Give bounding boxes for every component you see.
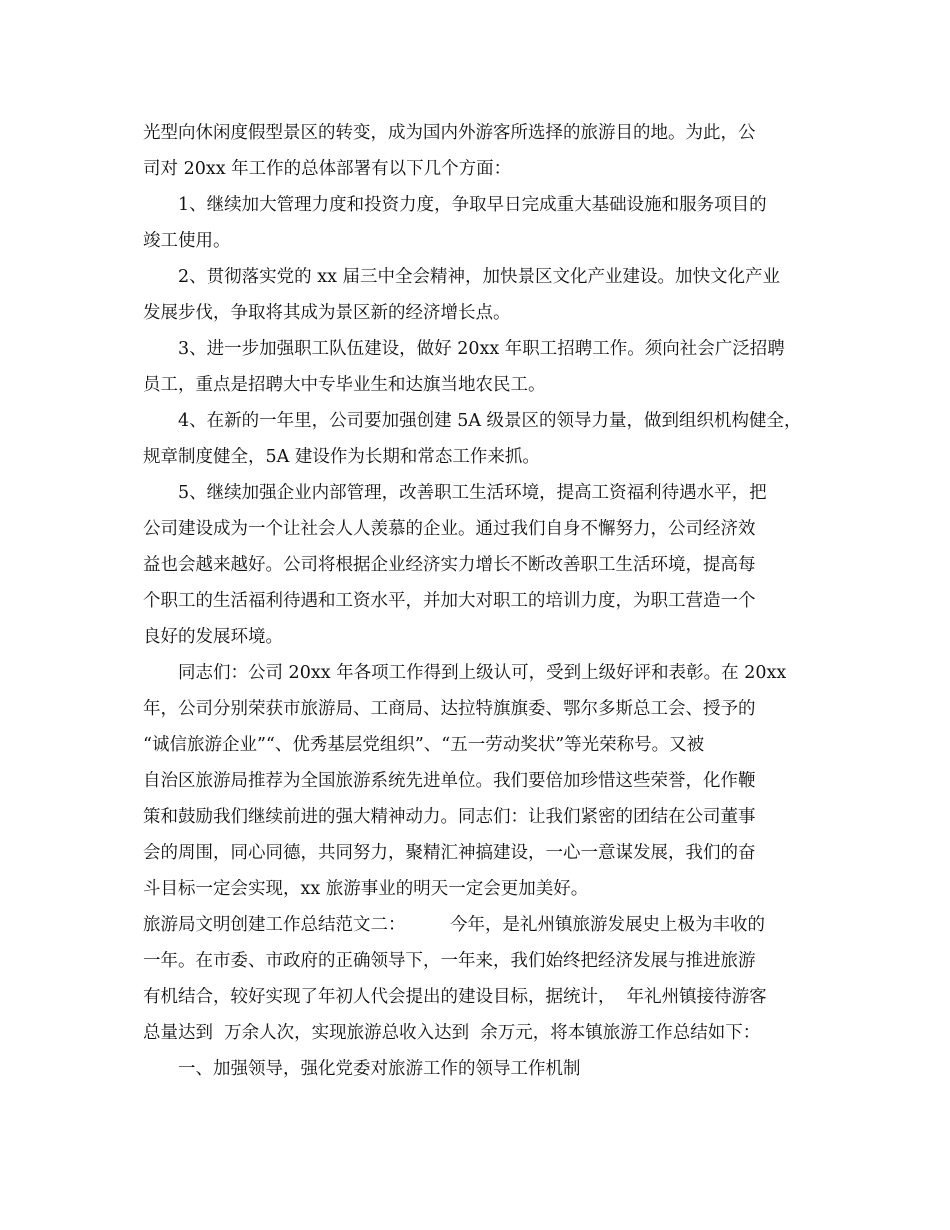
- text-line: 司对 20xx 年工作的总体部署有以下几个方面：: [143, 159, 512, 179]
- text-line: 年，公司分别荣获市旅游局、工商局、达拉特旗旗委、鄂尔多斯总工会、授予的: [143, 699, 756, 719]
- text-line: 总量达到 万余人次，实现旅游总收入达到 余万元，将本镇旅游工作总结如下：: [143, 1023, 761, 1043]
- text-line: 公司建设成为一个让社会人人羡慕的企业。通过我们自身不懈努力，公司经济效: [143, 519, 756, 539]
- text-line: 竣工使用。: [143, 231, 231, 251]
- text-line: 发展步伐，争取将其成为景区新的经济增长点。: [143, 303, 511, 323]
- text-line: 2、贯彻落实党的 xx 届三中全会精神，加快景区文化产业建设。加快文化产业: [178, 267, 780, 287]
- text-line: 一年。在市委、市政府的正确领导下，一年来，我们始终把经济发展与推进旅游: [143, 951, 756, 971]
- text-line: 个职工的生活福利待遇和工资水平，并加大对职工的培训力度，为职工营造一个: [143, 591, 756, 611]
- text-line: 良好的发展环境。: [143, 627, 283, 647]
- text-line: 会的周围，同心同德，共同努力，聚精汇神搞建设，一心一意谋发展，我们的奋: [143, 843, 756, 863]
- text-line: 策和鼓励我们继续前进的强大精神动力。同志们：让我们紧密的团结在公司董事: [143, 807, 756, 827]
- text-line: 斗目标一定会实现，xx 旅游事业的明天一定会更加美好。: [143, 879, 589, 899]
- text-line: 同志们：公司 20xx 年各项工作得到上级认可，受到上级好评和表彰。在 20xx: [178, 663, 787, 683]
- text-line: 光型向休闲度假型景区的转变，成为国内外游客所选择的旅游目的地。为此，公: [143, 123, 756, 143]
- text-line: 员工，重点是招聘大中专毕业生和达旗当地农民工。: [143, 375, 546, 395]
- text-line: 旅游局文明创建工作总结范文二： 今年，是礼州镇旅游发展史上极为丰收的: [143, 915, 765, 935]
- text-line: 有机结合，较好实现了年初人代会提出的建设目标，据统计， 年礼州镇接待游客: [143, 987, 767, 1007]
- text-line: “诚信旅游企业”“、优秀基层党组织”、“五一劳动奖状”等光荣称号。又被: [143, 735, 705, 755]
- text-line: 一、加强领导，强化党委对旅游工作的领导工作机制: [178, 1059, 581, 1079]
- text-line: 4、在新的一年里，公司要加强创建 5A 级景区的领导力量，做到组织机构健全，: [178, 411, 802, 431]
- text-line: 3、进一步加强职工队伍建设，做好 20xx 年职工招聘工作。须向社会广泛招聘: [178, 339, 785, 359]
- text-line: 自治区旅游局推荐为全国旅游系统先进单位。我们要倍加珍惜这些荣誉，化作鞭: [143, 771, 756, 791]
- text-line: 1、继续加大管理力度和投资力度，争取早日完成重大基础设施和服务项目的: [178, 195, 767, 215]
- text-line: 规章制度健全，5A 建设作为长期和常态工作来抓。: [143, 447, 540, 467]
- text-line: 益也会越来越好。公司将根据企业经济实力增长不断改善职工生活环境，提高每: [143, 555, 756, 575]
- text-line: 5、继续加强企业内部管理，改善职工生活环境，提高工资福利待遇水平，把: [178, 483, 767, 503]
